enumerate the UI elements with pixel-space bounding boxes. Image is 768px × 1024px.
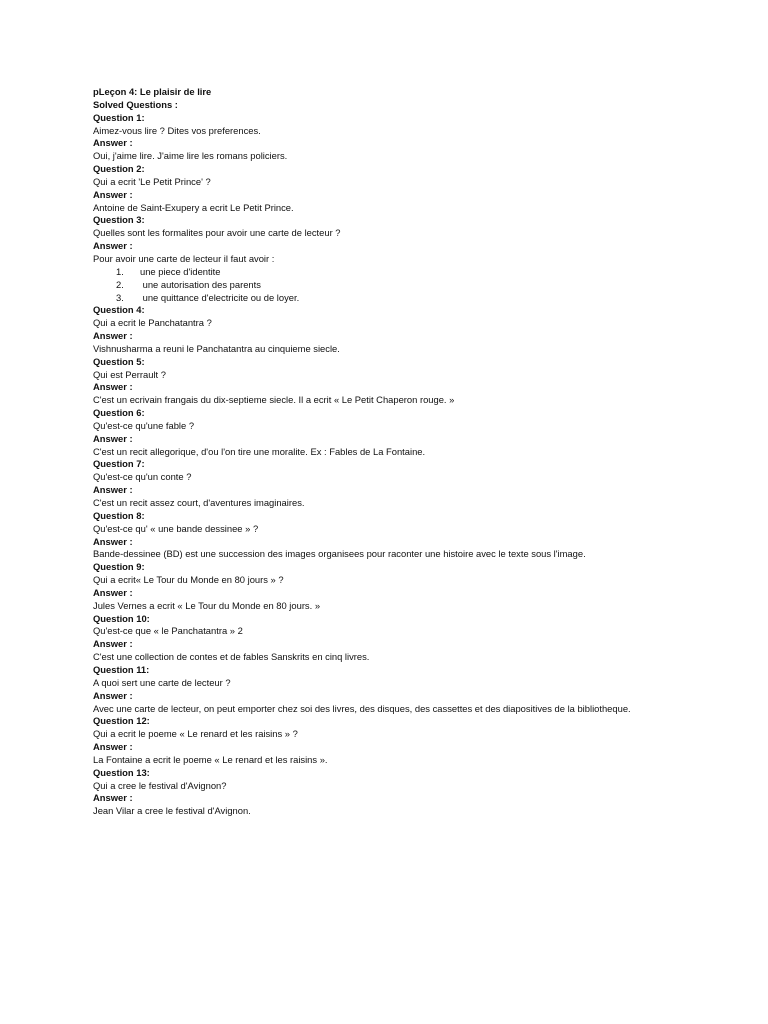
question-label: Question 1: — [93, 111, 145, 123]
answer-text: Jean Vilar a cree le festival d'Avignon. — [93, 805, 251, 817]
answer-label: Answer : — [93, 381, 133, 393]
answer-text: Jules Vernes a ecrit « Le Tour du Monde en 80 jours. » — [93, 599, 321, 611]
qa-block — [93, 613, 733, 664]
qa-list — [93, 112, 733, 818]
answer-text: Pour avoir une carte de lecteur il faut avoir : — [93, 252, 275, 264]
question-text: Qui a ecrit« Le Tour du Monde en 80 jours » ? — [93, 574, 284, 586]
question-text: Qu'est-ce qu' « une bande dessinee » ? — [93, 522, 259, 534]
numbered-list — [93, 266, 733, 305]
section-heading: Solved Questions : — [93, 98, 178, 110]
answer-text: Vishnusharma a reuni le Panchatantra au cinquieme siecle. — [93, 342, 340, 354]
list-item — [93, 279, 733, 292]
question-text: Qui a ecrit 'Le Petit Prince' ? — [93, 175, 211, 187]
question-text: Qui a ecrit le Panchatantra ? — [93, 317, 212, 329]
question-label: Question 11: — [93, 663, 150, 675]
question-label: Question 10: — [93, 612, 150, 624]
document-title: pLeçon 4: Le plaisir de lire — [93, 86, 212, 97]
question-label: Question 12: — [93, 715, 150, 727]
question-text: Quelles sont les formalites pour avoir une carte de lecteur ? — [93, 227, 341, 239]
question-label: Question 6: — [93, 407, 145, 419]
answer-text: C'est un ecrivain frangais du dix-septieme siecle. Il a ecrit « Le Petit Chaperon rouge. » — [93, 394, 455, 406]
question-text: Qu'est-ce qu'une fable ? — [93, 419, 195, 431]
answer-text: Avec une carte de lecteur, on peut emporter chez soi des livres, des disques, des cassettes et des diapositives de la bibliotheque. — [93, 702, 631, 714]
answer-label: Answer : — [93, 792, 133, 804]
list-item-text: une autorisation des parents — [140, 278, 261, 290]
list-item-number: 3. — [116, 291, 124, 303]
answer-label: Answer : — [93, 240, 133, 252]
answer-text: C'est un recit allegorique, d'ou l'on tire une moralite. Ex : Fables de La Fontaine. — [93, 445, 426, 457]
answer-label: Answer : — [93, 586, 133, 598]
question-label: Question 9: — [93, 561, 145, 573]
answer-text: C'est un recit assez court, d'aventures imaginaires. — [93, 497, 305, 508]
answer-label: Answer : — [93, 689, 133, 701]
list-item-number: 1. — [116, 265, 124, 277]
question-text: Aimez-vous lire ? Dites vos preferences. — [93, 124, 261, 136]
qa-block — [93, 458, 733, 509]
list-item — [93, 266, 733, 279]
answer-text: La Fontaine a ecrit le poeme « Le renard et les raisins ». — [93, 753, 328, 765]
list-item — [93, 292, 733, 305]
question-label: Question 5: — [93, 355, 145, 367]
answer-label: Answer : — [93, 137, 133, 149]
question-text: Qu'est-ce qu'un conte ? — [93, 471, 192, 483]
qa-block — [93, 715, 733, 766]
qa-block — [93, 510, 733, 561]
document-body — [93, 86, 733, 818]
list-item-text: une piece d'identite — [140, 265, 221, 277]
question-label: Question 7: — [93, 458, 145, 470]
qa-block — [93, 767, 733, 818]
qa-block — [93, 356, 733, 407]
question-text: A quoi sert une carte de lecteur ? — [93, 676, 231, 688]
question-label: Question 13: — [93, 766, 150, 778]
list-item-number: 2. — [116, 278, 124, 290]
answer-label: Answer : — [93, 535, 133, 547]
answer-text: C'est une collection de contes et de fables Sanskrits en cinq livres. — [93, 651, 370, 663]
answer-label: Answer : — [93, 638, 133, 650]
qa-block — [93, 214, 733, 304]
answer-label: Answer : — [93, 432, 133, 444]
question-label: Question 3: — [93, 214, 145, 226]
question-text: Qui est Perrault ? — [93, 368, 166, 380]
question-label: Question 2: — [93, 163, 145, 175]
qa-block — [93, 407, 733, 458]
list-item-text: une quittance d'electricite ou de loyer. — [140, 291, 300, 303]
question-label: Question 8: — [93, 509, 145, 521]
answer-label: Answer : — [93, 188, 133, 200]
answer-text: Bande-dessinee (BD) est une succession des images organisees pour raconter une histoire avec le texte sous l'image. — [93, 548, 586, 560]
answer-text: Antoine de Saint-Exupery a ecrit Le Petit Prince. — [93, 201, 294, 213]
answer-label: Answer : — [93, 741, 133, 753]
qa-block — [93, 664, 733, 715]
question-text: Qui a cree le festival d'Avignon? — [93, 779, 227, 791]
answer-label: Answer : — [93, 330, 133, 342]
qa-block — [93, 304, 733, 355]
question-text: Qu'est-ce que « le Panchatantra » 2 — [93, 625, 243, 637]
answer-text: Oui, j'aime lire. J'aime lire les romans policiers. — [93, 150, 288, 162]
qa-block — [93, 112, 733, 163]
qa-block — [93, 561, 733, 612]
qa-block — [93, 163, 733, 214]
answer-label: Answer : — [93, 484, 133, 496]
question-text: Qui a ecrit le poeme « Le renard et les raisins » ? — [93, 728, 298, 740]
question-label: Question 4: — [93, 304, 145, 316]
